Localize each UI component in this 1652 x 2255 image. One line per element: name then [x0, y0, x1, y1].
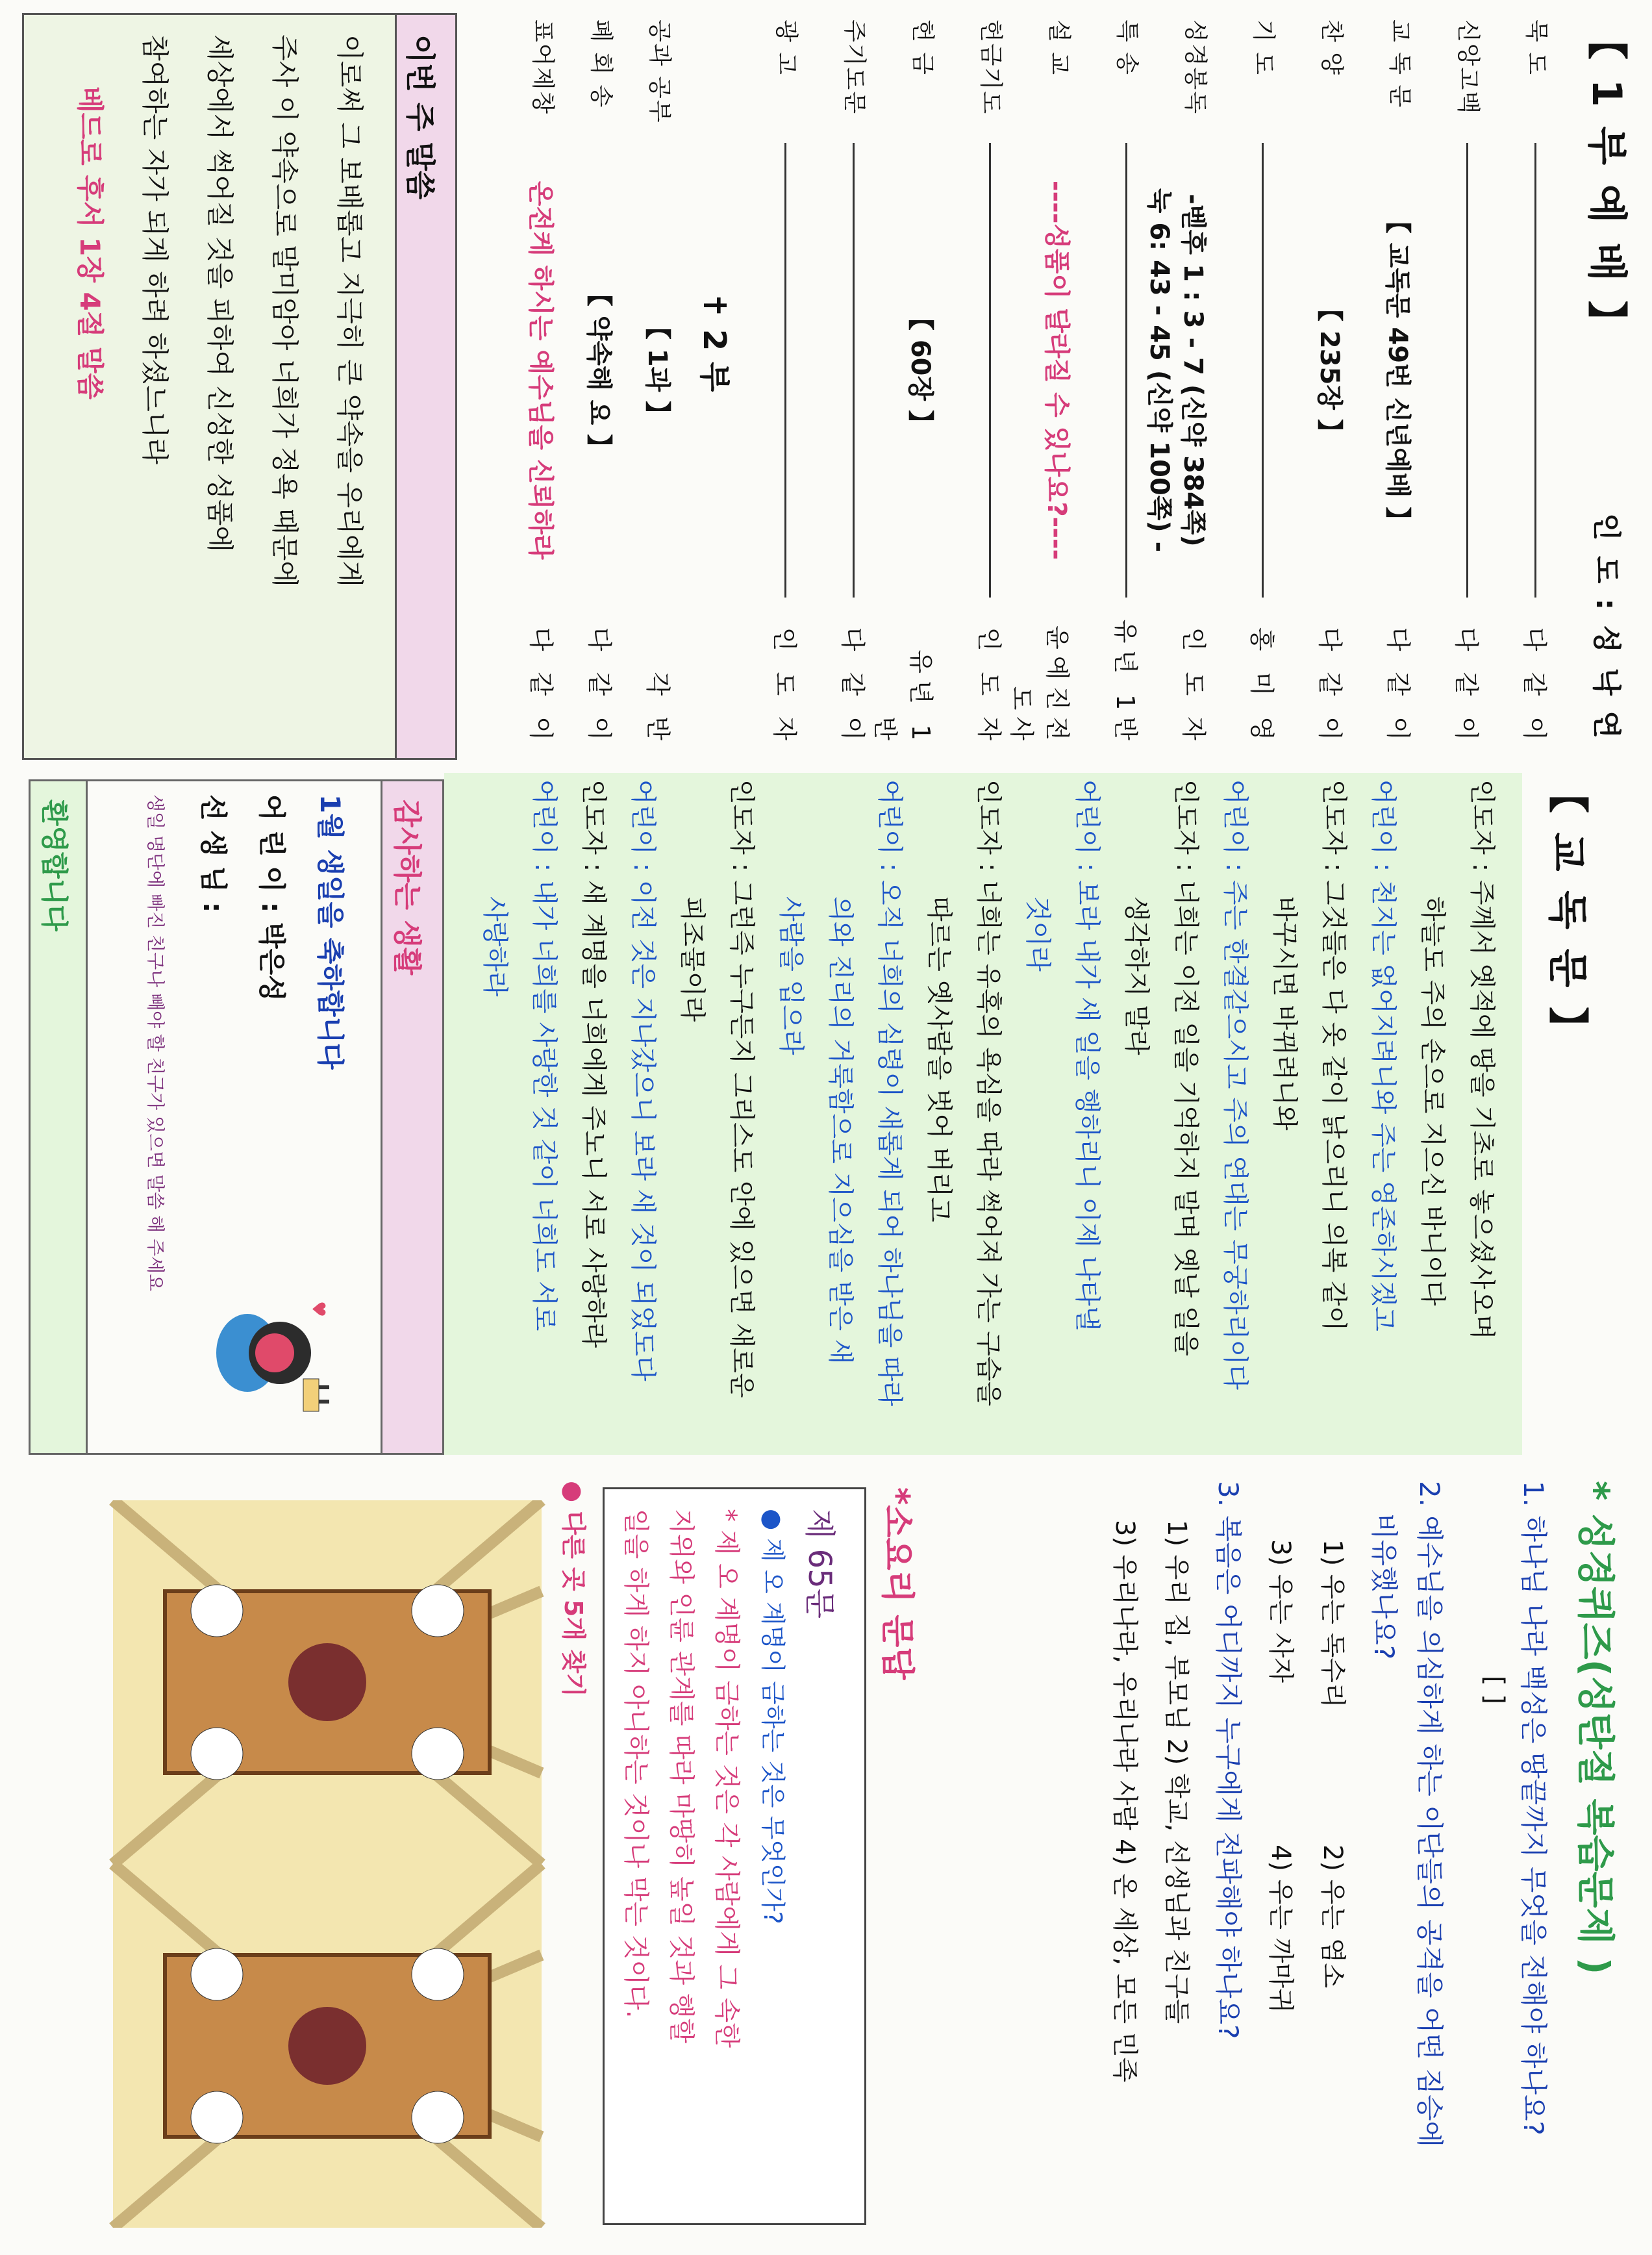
part2-title: ✝ 2 부 — [696, 292, 732, 392]
reading-line-leader: 생각하지 말라 — [1121, 896, 1151, 1055]
catechism-question: ● 제 오 계명이 금하는 것은 무엇인가? — [758, 1509, 787, 1924]
reading-line-child: 의와 진리의 거룩함으로 지으심을 받은 새 — [825, 896, 855, 1365]
worship-row-person: 다 같 이 — [1520, 627, 1549, 747]
reading-line-child: 사람을 입으라 — [776, 896, 806, 1055]
quiz-option: 3) 우리나라, 우리나라 사람 4) 온 세상, 모든 민족 — [1110, 1520, 1140, 2083]
birthday-teacher: 선 생 님 : — [197, 794, 229, 913]
svg-text:♥: ♥ — [308, 1301, 329, 1318]
worship-row-line — [1466, 143, 1468, 598]
reading-line-child: 어린이 : 천지는 없어지려니와 주는 영존하시겠고 — [1368, 779, 1398, 1331]
worship-row-person: 다 같 이 — [1452, 627, 1481, 747]
worship-row — [620, 19, 678, 747]
puzzle-scene-right — [106, 1864, 548, 2228]
worship-row — [1292, 19, 1350, 747]
worship-row-person: 유년 1반 — [1111, 619, 1140, 747]
verse-line: 주사 이 약속으로 말미암아 너희가 정욕 때문에 — [269, 34, 301, 587]
worship-row-person: 다 같 이 — [527, 627, 555, 747]
birthday-footer — [31, 781, 88, 1453]
reading-line-leader: 인도자 : 그것들은 다 옷 같이 낡으리니 의복 같이 — [1319, 779, 1349, 1331]
worship-row — [1007, 19, 1077, 747]
worship-row — [561, 19, 620, 747]
catechism-number: 제 65문 — [801, 1509, 838, 1619]
worship-leader: 인 도 : 성 낙 연 — [1590, 513, 1623, 741]
spot-difference — [16, 1481, 600, 2234]
weekly-verse-box — [22, 13, 457, 760]
worship-row-item: -벧후 1 : 3 - 7 (신약 384쪽) — [1178, 194, 1208, 547]
worship-row-label: 묵 도 — [1523, 19, 1549, 76]
birthday-header-title: 감사하는 생활 — [390, 800, 423, 976]
worship-row-item-2: 눅 6: 43 - 45 (신약 100쪽) - — [1144, 188, 1174, 553]
quiz-question-2: 2. 예수님을 의심하게 하는 이단들의 공격을 어떤 짐승에 — [1414, 1481, 1446, 2148]
worship-row-item: ----성품이 달라질 수 있나요?---- — [1042, 180, 1071, 561]
worship-row — [871, 19, 941, 747]
worship-row-person: 윤예진전도사 — [1007, 625, 1071, 747]
worship-row — [1428, 19, 1486, 747]
worship-row-item: 온전케 하시는 예수님을 신뢰하라 — [525, 181, 555, 560]
worship-row-line — [1262, 143, 1264, 598]
worship-row-label: 폐 회 송 — [588, 19, 614, 109]
worship-row-person: 홍 미 영 — [1247, 627, 1276, 747]
birthday-box — [29, 779, 444, 1455]
worship-row-line — [1534, 143, 1536, 598]
quiz-answer-blank: [ ] — [1479, 1676, 1509, 1704]
worship-row-label: 신앙고백 — [1455, 19, 1481, 116]
reading-line-leader: 인도자 : 너희는 이전 일을 기억하지 말며 옛날 일을 — [1171, 779, 1201, 1356]
worship-row-line — [1125, 143, 1127, 598]
verse-line: 이로써 그 보배롭고 지극히 큰 약속을 우리에게 — [334, 34, 366, 587]
reading-line-child: 어린이 : 내가 너희를 사랑한 것 같이 너희도 서로 — [529, 779, 559, 1331]
birthday-child: 어 린 이 : 박은성 — [256, 794, 288, 1002]
worship-title: 【 1 부 예 배 】 — [1583, 19, 1631, 344]
reading-line-leader: 피조물이라 — [677, 896, 707, 1022]
verse-line: 세상에서 썩어질 것을 피하여 신성한 성품에 — [204, 34, 236, 553]
worship-row — [503, 19, 561, 747]
reading-line-child: 어린이 : 보라 내가 새 일을 행하리니 이제 나타낼 — [1072, 779, 1102, 1331]
responsive-reading — [451, 773, 1626, 1455]
birthday-header — [381, 781, 442, 1453]
puzzle-scene-left — [106, 1500, 548, 1864]
reading-line-leader: 인도자 : 그런즉 누구든지 그리스도 안에 있으면 새로운 — [727, 779, 757, 1398]
catechism-title: *소요리 문답 — [877, 1487, 916, 1680]
catechism — [613, 1487, 925, 2234]
worship-row-label: 특 송 — [1114, 19, 1140, 76]
worship-row-person: 인 도 자 — [975, 627, 1003, 747]
worship-row-label: 표어제창 — [529, 19, 556, 116]
reading-line-child: 어린이 : 오직 너희의 심령이 새롭게 되어 하나님을 따라 — [875, 779, 905, 1407]
worship-row-item: 【 1과 】 — [642, 313, 672, 427]
quiz-question-2b: 비유했나요? — [1368, 1513, 1400, 1660]
worship-row — [746, 19, 805, 747]
puzzle-caption: ● 다른 곳 5개 찾기 — [559, 1481, 588, 1697]
reading-line-leader: 인도자 : 새 계명을 너희에게 주노니 서로 사랑하라 — [579, 779, 608, 1348]
worship-row — [1496, 19, 1555, 747]
worship-row-person: 다 같 이 — [838, 627, 867, 747]
birthday-note: 생일 명단에 빠진 친구나 빼야 할 친구가 있으면 말씀 해 주세요 — [145, 794, 166, 1292]
worship-row-person: 다 같 이 — [1384, 627, 1412, 747]
worship-row — [1087, 19, 1145, 747]
worship-row-person: 다 같 이 — [1316, 627, 1344, 747]
quiz-title: * 성경퀴즈(성탄절 복습문제 ) — [1573, 1481, 1618, 1975]
worship-order — [451, 19, 1639, 747]
worship-row-label: 헌금기도 — [977, 19, 1004, 116]
worship-row-person: 다 같 이 — [585, 627, 614, 747]
worship-row — [951, 19, 1009, 747]
reading-line-child: 어린이 : 주는 한결같으시고 주의 연대는 무궁하리이다 — [1220, 779, 1250, 1390]
worship-row-label: 공과 공부 — [646, 19, 673, 124]
worship-row-item: 【 60장 】 — [905, 304, 935, 436]
birthday-welcome: 환영합니다 — [38, 800, 70, 931]
catechism-answer-line: * 제 오 계명이 금하는 것은 각 사람에게 그 속한 — [712, 1509, 742, 2048]
quiz-option: 1) 우는 독수리 — [1318, 1539, 1347, 1708]
reading-line-child: 어린이 : 이전 것은 지나갔으니 보라 새 것이 되었도다 — [628, 779, 658, 1381]
birthday-congrats: 1월 생일을 축하합니다 — [314, 794, 346, 1070]
weekly-verse-title: 이번 주 말씀 — [403, 34, 438, 200]
worship-row-item: 【 교독문 49번 신년예배 】 — [1383, 207, 1412, 533]
reading-line-child: 것이라 — [1023, 896, 1053, 972]
catechism-answer-line: 일을 하게 하지 아니하는 것이나 막는 것이다. — [621, 1509, 651, 2019]
worship-row-label: 주기도문 — [841, 19, 868, 116]
quiz-option: 1) 우리 집, 부모님 2) 학교, 선생님과 친구들 — [1162, 1520, 1192, 2024]
quiz-question-1: 1. 하나님 나라 백성은 땅끝까지 무엇을 전해야 하나요? — [1518, 1481, 1549, 2135]
verse-reference: 베드로 후서 1장 4절 말씀 — [74, 86, 106, 400]
reading-line-leader: 인도자 : 주께서 옛적에 땅을 기초로 놓으셨사오며 — [1467, 779, 1497, 1340]
quiz-question-3: 3. 복음은 어디까지 누구에게 전파해야 하나요? — [1212, 1481, 1244, 2039]
worship-row-item: 【 약속해 요 】 — [584, 280, 614, 460]
reading-title: 【 교 독 문 】 — [1544, 773, 1592, 1050]
reading-line-leader: 하늘도 주의 손으로 지으신 바니이다 — [1418, 896, 1447, 1306]
reading-line-leader: 바꾸시면 바뀌려니와 — [1270, 896, 1299, 1131]
worship-row — [814, 19, 873, 747]
worship-row-label: 기 도 — [1250, 19, 1277, 76]
worship-row-label: 찬 양 — [1318, 19, 1345, 76]
worship-row-person: 인 도 자 — [1179, 627, 1208, 747]
quiz-option: 4) 우는 까마귀 — [1266, 1845, 1295, 2013]
worship-row-person: 유년 1 반 — [871, 649, 935, 747]
worship-row-label: 설 교 — [1045, 19, 1072, 76]
worship-row — [1223, 19, 1282, 747]
bible-quiz — [912, 1481, 1626, 2234]
worship-row — [1360, 19, 1418, 747]
worship-row-person: 각 반 — [644, 672, 672, 747]
worship-row-line — [989, 143, 991, 598]
worship-row-label: 성경봉독 — [1182, 19, 1208, 116]
reading-line-leader: 인도자 : 너희는 유혹의 욕심을 따라 썩어져 가는 구습을 — [973, 779, 1003, 1407]
weekly-verse-header — [395, 15, 455, 758]
reading-line-leader: 따르는 옛사람을 벗어 버리고 — [924, 896, 954, 1222]
worship-row-item: 【 235장 】 — [1314, 296, 1344, 445]
worship-row-line — [853, 143, 855, 598]
worship-row-label: 교 독 문 — [1386, 19, 1413, 109]
worship-row-label: 헌 금 — [909, 19, 936, 76]
quiz-option: 3) 우는 사자 — [1266, 1539, 1295, 1683]
worship-row — [1144, 19, 1214, 747]
worship-row-line — [784, 143, 786, 598]
worship-row-person: 인 도 자 — [770, 627, 799, 747]
quiz-option: 2) 우는 염소 — [1318, 1845, 1347, 1989]
catechism-answer-line: 지위와 인륜 관계를 따라 마땅히 높일 것과 행할 — [666, 1509, 696, 2044]
catechism-box — [603, 1487, 866, 2225]
verse-line: 참여하는 자가 되게 하려 하셨느니라 — [139, 34, 171, 464]
reading-line-child: 사랑하라 — [480, 896, 510, 997]
worship-row-label: 광 고 — [773, 19, 799, 76]
birthday-cake-character-icon — [208, 1288, 332, 1418]
